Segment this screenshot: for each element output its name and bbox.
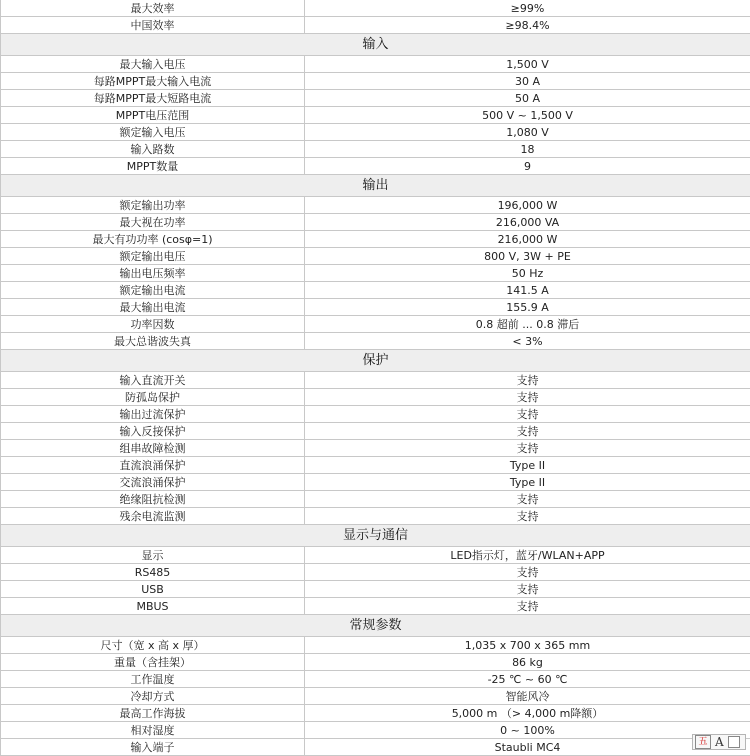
spec-label: 显示 [1,547,305,564]
spec-row [1,17,750,34]
spec-value: ≥98.4% [305,17,750,34]
spec-value: 196,000 W [305,197,750,214]
spec-label: 最大输入电压 [1,56,305,73]
spec-value: 支持 [305,491,750,508]
spec-value: 支持 [305,389,750,406]
spec-label: 防孤岛保护 [1,389,305,406]
spec-value: 800 V, 3W + PE [305,248,750,265]
spec-row [1,107,750,124]
spec-row [1,372,750,389]
spec-value: Type II [305,474,750,491]
spec-row [1,739,750,756]
spec-value: 216,000 W [305,231,750,248]
spec-row [1,637,750,654]
spec-label: 每路MPPT最大短路电流 [1,90,305,107]
section-title: 常规参数 [1,615,750,637]
spec-label: MPPT电压范围 [1,107,305,124]
spec-label: 交流浪涌保护 [1,474,305,491]
spec-row [1,564,750,581]
spec-label: 相对湿度 [1,722,305,739]
spec-value: -25 ℃ ~ 60 ℃ [305,671,750,688]
spec-value: LED指示灯，蓝牙/WLAN+APP [305,547,750,564]
spec-value: 9 [305,158,750,175]
spec-label: 输出电压频率 [1,265,305,282]
spec-row [1,491,750,508]
spec-row [1,214,750,231]
spec-row [1,299,750,316]
spec-label: 功率因数 [1,316,305,333]
spec-value: 5,000 m （> 4,000 m降额） [305,705,750,722]
ime-font-icon[interactable]: A [715,735,724,749]
section-header-row [1,615,750,637]
spec-value: < 3% [305,333,750,350]
spec-label: USB [1,581,305,598]
spec-row [1,406,750,423]
spec-value: ≥99% [305,0,750,17]
spec-label: 直流浪涌保护 [1,457,305,474]
spec-value: 30 A [305,73,750,90]
spec-label: 最大总谐波失真 [1,333,305,350]
section-header-row [1,34,750,56]
spec-label: 尺寸（宽 x 高 x 厚） [1,637,305,654]
spec-value: 1,500 V [305,56,750,73]
spec-value: Staubli MC4 [305,739,750,756]
spec-label: 最大视在功率 [1,214,305,231]
spec-row [1,265,750,282]
spec-label: 输入路数 [1,141,305,158]
spec-label: MPPT数量 [1,158,305,175]
spec-row [1,705,750,722]
spec-value: 18 [305,141,750,158]
spec-label: 额定输出电流 [1,282,305,299]
spec-value: 支持 [305,564,750,581]
spec-label: 额定输出电压 [1,248,305,265]
spec-label: 最大效率 [1,0,305,17]
spec-row [1,547,750,564]
spec-value: 支持 [305,440,750,457]
spec-value: 支持 [305,406,750,423]
spec-row [1,722,750,739]
spec-label: MBUS [1,598,305,615]
spec-row [1,598,750,615]
spec-row [1,457,750,474]
spec-value: 155.9 A [305,299,750,316]
spec-row [1,474,750,491]
spec-value: 86 kg [305,654,750,671]
spec-label: RS485 [1,564,305,581]
spec-label: 重量（含挂架） [1,654,305,671]
spec-label: 每路MPPT最大输入电流 [1,73,305,90]
spec-row [1,316,750,333]
spec-value: 216,000 VA [305,214,750,231]
spec-row [1,654,750,671]
spec-label: 残余电流监测 [1,508,305,525]
spec-row [1,158,750,175]
spec-value: 141.5 A [305,282,750,299]
spec-table-body [1,0,750,756]
spec-label: 输入反接保护 [1,423,305,440]
input-method-toolbar[interactable] [692,734,746,750]
spec-row [1,508,750,525]
spec-value: 支持 [305,581,750,598]
spec-value: 500 V ~ 1,500 V [305,107,750,124]
spec-row [1,231,750,248]
section-header-row [1,525,750,547]
spec-value: 支持 [305,423,750,440]
spec-row [1,124,750,141]
spec-label: 额定输出功率 [1,197,305,214]
section-title: 输入 [1,34,750,56]
spec-label: 绝缘阻抗检测 [1,491,305,508]
spec-row [1,73,750,90]
section-title: 显示与通信 [1,525,750,547]
section-title: 保护 [1,350,750,372]
spec-row [1,0,750,17]
spec-value: 50 Hz [305,265,750,282]
spec-value: 支持 [305,372,750,389]
spec-row [1,282,750,299]
spec-row [1,56,750,73]
spec-row [1,197,750,214]
spec-row [1,688,750,705]
spec-value: Type II [305,457,750,474]
spec-value: 支持 [305,508,750,525]
spec-value: 支持 [305,598,750,615]
spec-label: 最大有功功率 (cosφ=1) [1,231,305,248]
spec-label: 冷却方式 [1,688,305,705]
spec-label: 工作温度 [1,671,305,688]
section-title: 输出 [1,175,750,197]
spec-row [1,141,750,158]
spec-label: 输入直流开关 [1,372,305,389]
spec-label: 额定输入电压 [1,124,305,141]
spec-row [1,389,750,406]
spec-value: 0 ~ 100% [305,722,750,739]
spec-row [1,248,750,265]
spec-row [1,90,750,107]
spec-label: 最大输出电流 [1,299,305,316]
spec-row [1,423,750,440]
spec-row [1,440,750,457]
spec-value: 1,035 x 700 x 365 mm [305,637,750,654]
spec-row [1,581,750,598]
ime-keyboard-icon[interactable] [728,736,740,748]
spec-row [1,671,750,688]
section-header-row [1,350,750,372]
spec-label: 输出过流保护 [1,406,305,423]
spec-label: 输入端子 [1,739,305,756]
spec-label: 最高工作海拔 [1,705,305,722]
ime-chinese-icon[interactable]: 五 [695,735,711,749]
spec-value: 0.8 超前 ... 0.8 滞后 [305,316,750,333]
spec-value: 智能风冷 [305,688,750,705]
section-header-row [1,175,750,197]
spec-row [1,333,750,350]
spec-label: 组串故障检测 [1,440,305,457]
spec-value: 1,080 V [305,124,750,141]
spec-value: 50 A [305,90,750,107]
spec-label: 中国效率 [1,17,305,34]
